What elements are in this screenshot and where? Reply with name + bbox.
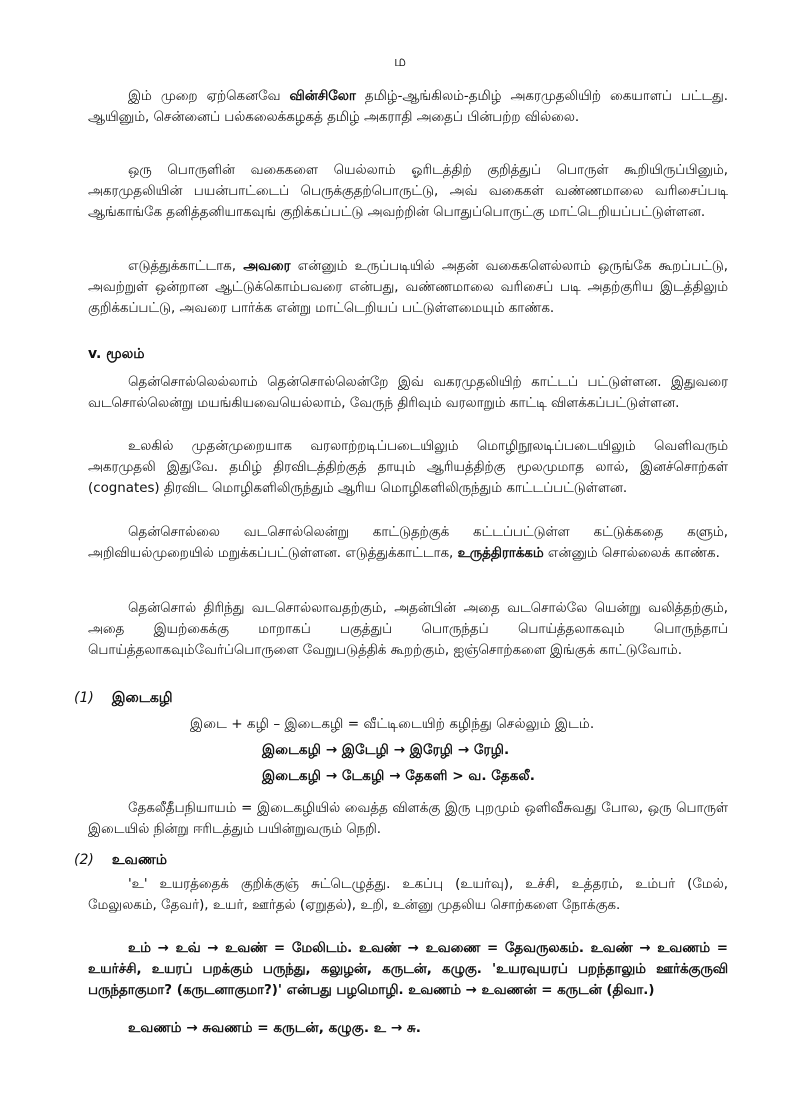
paragraph-1-text-a: இம் முறை ஏற்கெனவே	[128, 89, 290, 104]
paragraph-3-text-a: எடுத்துக்காட்டாக,	[128, 259, 244, 274]
paragraph-7	[88, 598, 728, 661]
paragraph-3-bold: அவரை	[243, 259, 291, 274]
paragraph-4	[88, 372, 728, 414]
paragraph-6-text-b: என்னும் சொல்லைக் காண்க.	[543, 546, 720, 561]
entry-1-title: இடைகழி	[111, 690, 173, 706]
entry-1-derivation: இடை + கழி – இடைகழி = வீட்டிடையிற் கழிந்து செல்லும் இடம்.	[190, 716, 595, 732]
entry-2-paragraph-1-text: 'உ' உயரத்தைக் குறிக்குஞ் சுட்டெழுத்து. உகப்பு (உயர்வு), உச்சி, உத்தரம், உம்பர் (மேல், மேலுலகம், தேவர்), உயர், ஊர்தல் (ஏறுதல்), உறி, உன்னு முதலிய சொற்களை நோக்குக.	[88, 877, 728, 913]
entry-2-heading	[74, 852, 167, 870]
paragraph-1	[88, 86, 728, 128]
paragraph-4-text: தென்சொல்லெல்லாம் தென்சொல்லென்றே இவ் வகரமுதலியிற் காட்டப் பட்டுள்ளன. இதுவரை வடசொல்லென்று மயங்கியவையெல்லாம், வேருந் திரிவும் வரலாறும் காட்டி விளக்கப்பட்டுள்ளன.	[88, 375, 728, 411]
entry-2-number: (2)	[74, 852, 94, 868]
entry-2-title: உவணம்	[111, 852, 168, 868]
paragraph-7-text: தென்சொல் திரிந்து வடசொல்லாவதற்கும், அதன்பின் அதை வடசொல்லே யென்று வலித்தற்கும், அதை இயற்கைக்கு மாறாகப் பகுத்துப் பொருந்தப் பொய்த்தலாகவும் பொருந்தாப் பொய்த்தலாகவும்வேர்ப்பொருளை வேறுபடுத்திக் கூறற்கும், ஐஞ்சொற்களை இங்குக் காட்டுவோம்.	[88, 601, 728, 658]
paragraph-6-text-a: தென்சொல்லை வடசொல்லென்று காட்டுதற்குக் கட்டப்பட்டுள்ள கட்டுக்கதை களும், அறிவியல்முறையில் மறுக்கப்பட்டுள்ளன. எடுத்துக்காட்டாக,	[88, 525, 728, 561]
entry-1-paragraph	[88, 798, 728, 840]
page-number: ம	[393, 52, 407, 70]
paragraph-2-text: ஒரு பொருளின் வகைகளை யெல்லாம் ஓரிடத்திற் குறித்துப் பொருள் கூறியிருப்பினும், அகரமுதலியின் பயன்பாட்டைப் பெருக்குதற்பொருட்டு, அவ் வகைகள் வண்ணமாலை வரிசைப்படி ஆங்காங்கே தனித்தனியாகவுங் குறிக்கப்பட்டு அவற்றின் பொதுப்பொருட்கு மாட்டெறியப்பட்டுள்ளன.	[88, 163, 728, 220]
entry-2-last-line: உவணம் → சுவணம் = கருடன், கழுகு. உ → சு.	[128, 1020, 421, 1036]
entry-1-number: (1)	[74, 690, 94, 706]
paragraph-6	[88, 522, 728, 564]
entry-2-paragraph-2	[88, 938, 728, 1001]
paragraph-5	[88, 436, 728, 499]
paragraph-3-text-b: என்னும் உருப்படியில் அதன் வகைகளெல்லாம் ஒருங்கே கூறப்பட்டு, அவற்றுள் ஒன்றான ஆட்டுக்கொம்பவரை என்பது, வண்ணமாலை வரிசைப் படி அதற்குரிய இடத்திலும் குறிக்கப்பட்டு, அவரை பார்க்க என்று மாட்டெறியப் பட்டுள்ளமையும் காண்க.	[88, 259, 728, 316]
paragraph-3	[88, 256, 728, 319]
paragraph-1-text-b: தமிழ்-ஆங்கிலம்-தமிழ் அகரமுதலியிற் கையாளப் பட்டது. ஆயினும், சென்னைப் பல்கலைக்கழகத் தமிழ் அகராதி அதைப் பின்பற்ற வில்லை.	[88, 89, 729, 125]
entry-1-form-chain-1: இடைகழி → இடேழி → இரேழி → ரேழி.	[262, 742, 510, 758]
section-heading: v. மூலம்	[88, 346, 145, 362]
entry-2-paragraph-2-text: உம் → உவ் → உவண் = மேலிடம். உவண் → உவணை = தேவருலகம். உவண் → உவணம் = உயர்ச்சி, உயரப் பறக்கும் பருந்து, கலுழன், கருடன், கழுகு. 'உயரவுயரப் பறந்தாலும் ஊர்க்குருவி பருந்தாகுமா? (கருடனாகுமா?)' என்பது பழமொழி. உவணம் → உவணன் = கருடன் (திவா.)	[88, 941, 728, 998]
paragraph-2	[88, 160, 728, 223]
entry-1-form-chain-2: இடைகழி → டேகழி → தேகளி > வ. தேகலீ.	[262, 768, 535, 784]
paragraph-5-text: உலகில் முதன்முறையாக வரலாற்றடிப்படையிலும் மொழிநூலடிப்படையிலும் வெளிவரும் அகரமுதலி இதுவே. தமிழ் திரவிடத்திற்குத் தாயும் ஆரியத்திற்கு மூலமுமாத லால், இனச்சொற்கள் (cognates) திரவிட மொழிகளிலிருந்தும் ஆரிய மொழிகளிலிருந்தும் காட்டப்பட்டுள்ளன.	[88, 439, 728, 496]
entry-2-paragraph-1	[88, 874, 728, 916]
entry-1-paragraph-text: தேகலீதீபநியாயம் = இடைகழியில் வைத்த விளக்கு இரு புறமும் ஒளிவீசுவது போல, ஒரு பொருள் இடையில் நின்று ஈரிடத்தும் பயின்றுவரும் நெறி.	[88, 801, 728, 837]
entry-1-heading	[74, 690, 173, 708]
paragraph-6-bold: உருத்திராக்கம்	[457, 546, 544, 561]
paragraph-1-bold: வின்சிலோ	[289, 89, 356, 104]
